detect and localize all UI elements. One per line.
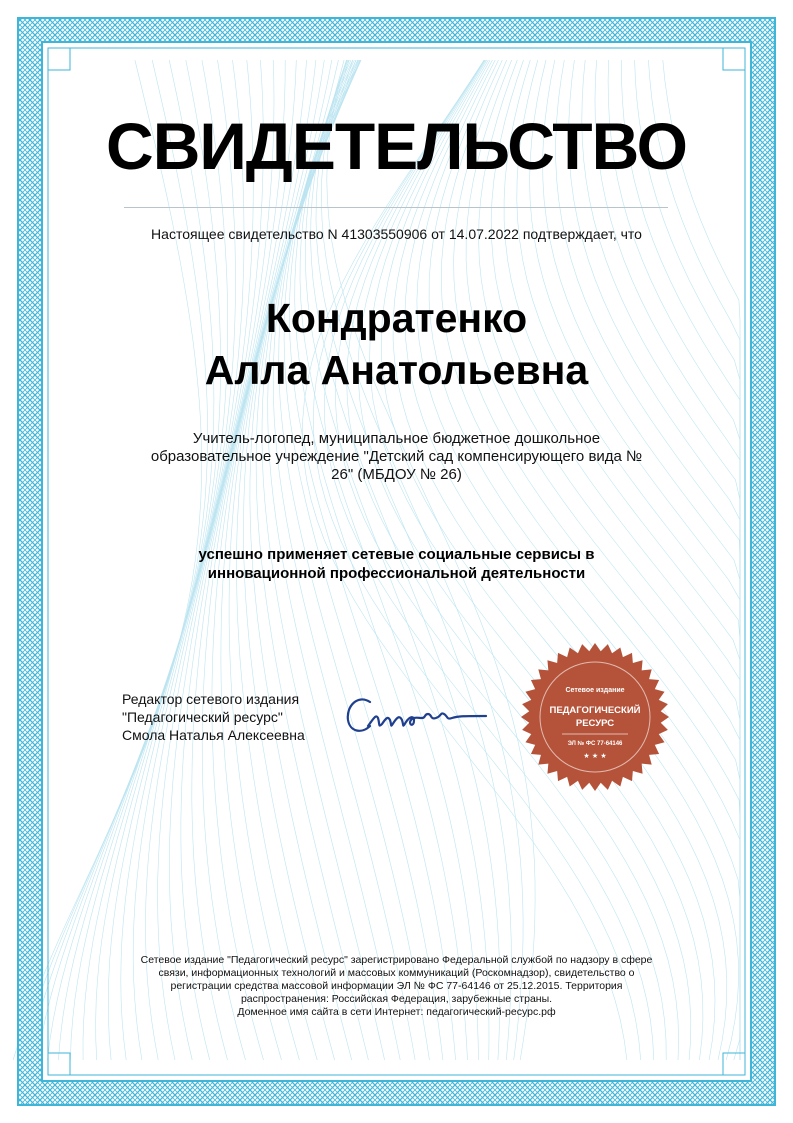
recipient-given-names: Алла Анатольевна [204,347,589,393]
achievement-text [150,545,643,583]
editor-name: Смола Наталья Алексеевна [122,727,305,743]
position-line: 26" (МБДОУ № 26) [331,466,462,483]
editor-role: Редактор сетевого издания [122,691,300,707]
footer-line: Сетевое издание "Педагогический ресурс" зарегистрировано Федеральной службой по надзору в сфере [140,954,653,966]
position-line: образовательное учреждение "Детский сад компенсирующего вида № [150,448,643,465]
publication-seal [520,642,670,792]
footer-line: Доменное имя сайта в сети Интернет: педагогический-ресурс.рф [237,1006,556,1018]
footer-line: распространения: Российская Федерация, зарубежные страны. [240,993,553,1005]
footer-line: связи, информационных технологий и массовых коммуникаций (Роскомнадзор), свидетельство о [158,967,635,979]
certificate-title: СВИДЕТЕЛЬСТВО [106,109,687,183]
achievement-line: успешно применяет сетевые социальные сервисы в [198,546,595,563]
position-line: Учитель-логопед, муниципальное бюджетное дошкольное [192,430,601,447]
seal-title-line1: ПЕДАГОГИЧЕСКИЙ [549,705,641,716]
editor-signature [340,688,490,744]
recipient-surname: Кондратенко [265,295,528,341]
certificate-intro: Настоящее свидетельство N 41303550906 от 14.07.2022 подтверждает, что [151,226,642,242]
editor-publication: "Педагогический ресурс" [122,709,283,725]
title-divider [124,207,668,208]
seal-top-text: Сетевое издание [565,687,625,694]
footer-line: регистрации средства массовой информации ЭЛ № ФС 77-64146 от 25.12.2015. Территория [170,980,623,992]
seal-stars-icon: ★ ★ ★ [583,752,607,760]
recipient-position [128,430,665,484]
seal-registration: ЭЛ № ФС 77-64146 [567,741,623,747]
editor-block [122,690,322,744]
achievement-line: инновационной профессиональной деятельности [207,565,586,582]
recipient-name [0,292,793,396]
footer-legal-text [118,954,675,1019]
seal-title-line2: РЕСУРС [575,718,615,729]
